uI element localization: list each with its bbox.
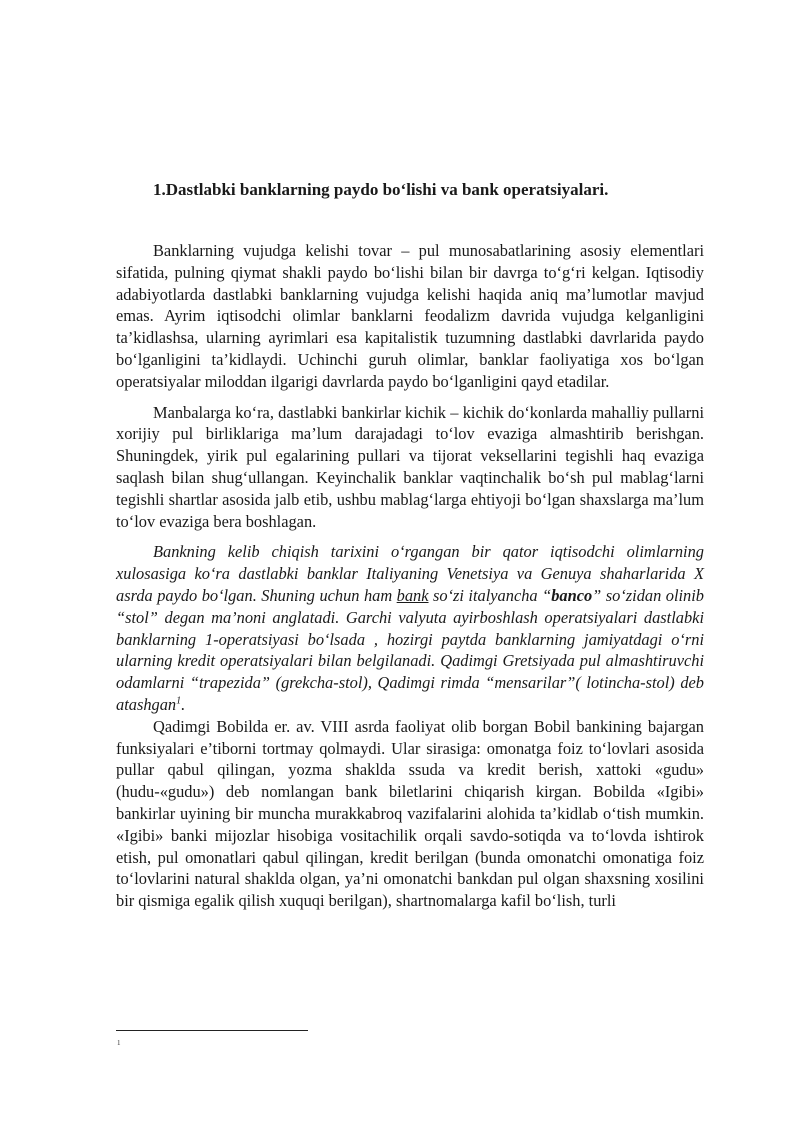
paragraph-3 bbox=[116, 541, 704, 715]
footnote-mark: 1 bbox=[117, 1039, 121, 1047]
footnote-divider bbox=[116, 1030, 308, 1031]
paragraph-1: Banklarning vujudga kelishi tovar – pul munosabatlarining asosiy elementlari sifatida, pulning qiymat shakli paydo bo‘lishi bilan bir davrga to‘g‘ri kelgan. Iqtisodiy adabiyotlarda dastlabki banklarning vujudga kelishi haqida aniq ma’lumotlar mavjud emas. Ayrim iqtisodchi olimlar banklarni feodalizm davrida vujudga kelganligini ta’kidlashsa, ularning ayrimlari esa kapitalistik tuzumning dastlabki davrlarida paydo bo‘lganligini ta’kidlaydi. Uchinchi guruh olimlar, banklar faoliyatiga xos bo‘lgan operatsiyalar miloddan ilgarigi davrlarda paydo bo‘lganligini qayd etadilar. bbox=[116, 241, 704, 391]
page-title: 1.Dastlabki banklarning paydo bo‘lishi va bank operatsiyalari. bbox=[153, 180, 609, 199]
paragraph-4: Qadimgi Bobilda er. av. VIII asrda faoliyat olib borgan Bobil bankining bajargan funksiyalari e’tiborni tortmay qolmaydi. Ular sirasiga: omonatga foiz to‘lovlari asosida pullar qabul qilingan, yozma shaklda ssuda va kredit berish, xattoki «gudu» (hudu-«gudu») deb nomlangan bank biletlarini chiqarish kirgan. Bobilda «Igibi» bankirlar uyining bir muncha murakkabroq vazifalarini alohida ta’kidlab o‘tish mumkin. «Igibi» banki mijozlar hisobiga vositachilik orqali savdo-sotiqda va to‘lovda ishtirok etish, pul omonatlari qabul qilingan, kredit berilgan (bunda omonatchi omonatiga foiz to‘lovlarini natural shaklda olgan, ya’ni omonatchi bankdan pul olgan shaxsning xosilini bir qismiga egalik qilish xuquqi berilgan), shartnomalarga kafil bo‘lish, turli bbox=[116, 716, 704, 911]
banco-word: banco bbox=[551, 585, 593, 605]
footnote-reference[interactable]: 1 bbox=[176, 695, 182, 707]
bank-word: bank bbox=[396, 585, 429, 605]
paragraph-3-text-b: so‘zi italyancha “ bbox=[428, 585, 552, 605]
paragraph-3-text-d: . bbox=[181, 694, 186, 714]
paragraph-3-text-a: Bankning kelib chiqish tarixini o‘rgangan bir qator iqtisodchi olimlarning xulosasiga ko‘ra dastlabki banklar Italiyaning Venetsiya va Genuya shaharlarida X asrda paydo bo‘lgan. Shuning uchun ham bbox=[116, 542, 704, 605]
paragraph-2: Manbalarga ko‘ra, dastlabki bankirlar kichik – kichik do‘konlarda mahalliy pullarni xorijiy pul birliklariga ma’lum darajadagi to‘lov evaziga almashtirib berishgan. Shuningdek, yirik pul egalarining pullari va tijorat veksellarini tegishli haq evaziga saqlash bilan shug‘ullangan. Keyinchalik banklar vaqtinchalik bo‘sh pul mablag‘larni tegishli shartlar asosida jalb etib, ushbu mablag‘larga ehtiyoji bo‘lgan shaxslarga ma’lum to‘lov evaziga bera boshlagan. bbox=[116, 402, 704, 531]
paragraph-3-text-c: ” so‘zidan olinib “stol” degan ma’noni anglatadi. Garchi valyuta ayirboshlash operatsiyalari dastlabki banklarning 1-operatsiyasi bo‘lsada , hozirgi paytda banklarning jamiyatdagi o‘rni ularning kredit operatsiyalari bilan belgilanadi. Qadimgi Gretsiyada pul almashtiruvchi odamlarni “trapezida” (grekcha-stol), Qadimgi rimda “mensarilar”( lotincha-stol) deb atashgan bbox=[116, 585, 705, 714]
document-body bbox=[116, 240, 704, 921]
